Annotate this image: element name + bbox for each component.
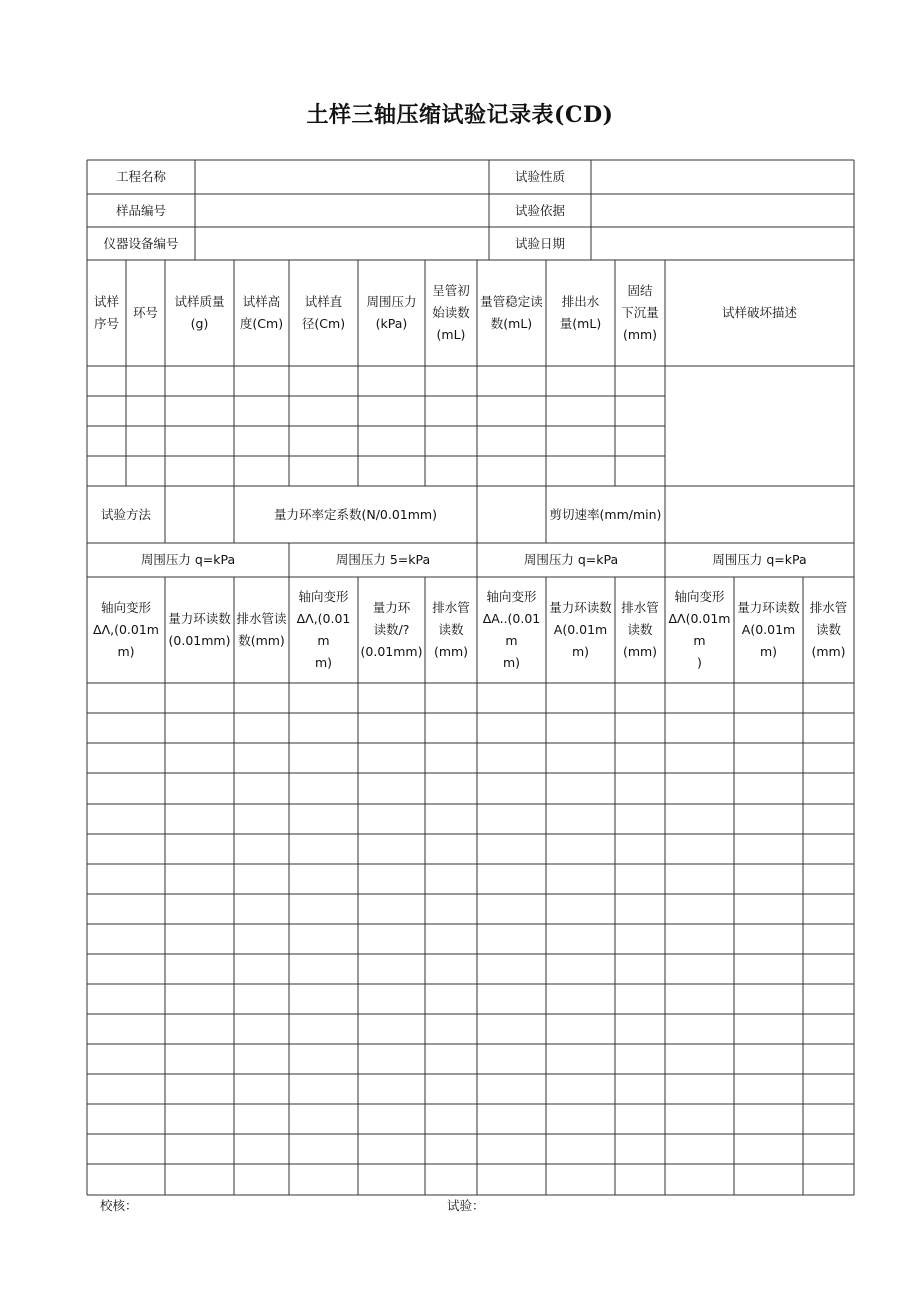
- form-title: 土样三轴压缩试验记录表(CD): [306, 102, 614, 128]
- shear-rate-label: 剪切速率(mm∕min): [549, 506, 662, 522]
- test-nature-label: 试验性质: [514, 169, 565, 184]
- reading-header-axial-1: 轴向变形 ΔΛ,(0.01mm): [93, 600, 159, 659]
- header-sample-seq: 试样 序号: [93, 294, 119, 331]
- reading-header-axial-2: 轴向变形 ΔΛ,(0.01m m): [296, 589, 351, 670]
- reading-header-drain-3: 排水管 读数 (mm): [621, 600, 659, 659]
- tester-signature-label: 试验：: [447, 1198, 485, 1213]
- header-failure-description: 试样破坏描述: [721, 305, 797, 320]
- reading-header-ring-3: 量力环读数 A(0.01mm): [549, 600, 612, 659]
- pressure-group-3: 周围压力 q=kPa: [523, 552, 619, 567]
- pressure-group-4: 周围压力 q=kPa: [712, 552, 807, 567]
- header-sample-height: 试样高 度(Cm): [239, 294, 284, 331]
- header-consolidation: 固结 下沉量 (mm): [621, 283, 659, 342]
- project-name-label: 工程名称: [115, 169, 166, 184]
- check-signature-label: 校核：: [100, 1198, 138, 1213]
- header-sample-diameter: 试样直 径(Cm): [301, 294, 346, 331]
- reading-header-axial-3: 轴向变形 ΔA..(0.01m m): [482, 589, 541, 670]
- test-date-label: 试验日期: [514, 235, 565, 251]
- sample-no-label: 样品编号: [115, 202, 166, 218]
- header-stable-reading: 量管稳定读 数(mL): [480, 294, 543, 331]
- pressure-group-1: 周围压力 q=kPa: [140, 552, 236, 567]
- test-method-label: 试验方法: [100, 506, 151, 522]
- reading-header-drain-2: 排水管 读数 (mm): [432, 600, 470, 659]
- header-sample-mass: 试样质量 (g): [174, 294, 225, 331]
- reading-header-drain-1: 排水管读 数(mm): [236, 611, 287, 648]
- equipment-no-label: 仪器设备编号: [103, 235, 179, 251]
- header-ring-no: 环号: [132, 305, 158, 320]
- header-initial-reading: 呈管初 始读数 (mL): [432, 283, 470, 342]
- ring-coefficient-label: 量力环率定系数(N∕0.01mm): [273, 506, 437, 522]
- test-basis-label: 试验依据: [514, 202, 565, 218]
- header-confining-pressure: 周围压力 (kPa): [366, 294, 417, 331]
- reading-header-ring-4: 量力环读数 A(0.01mm): [737, 600, 800, 659]
- reading-header-ring-1: 量力环读数 (0.01mm): [168, 611, 231, 648]
- header-drainage: 排出水 量(mL): [559, 294, 602, 331]
- pressure-group-2: 周围压力 5=kPa: [335, 552, 431, 567]
- reading-header-drain-4: 排水管 读数 (mm): [809, 600, 848, 659]
- reading-header-axial-4: 轴向变形 ΔΛ(0.01mm ): [668, 589, 731, 670]
- reading-header-ring-2: 量力环 读数∕? (0.01mm): [360, 600, 423, 659]
